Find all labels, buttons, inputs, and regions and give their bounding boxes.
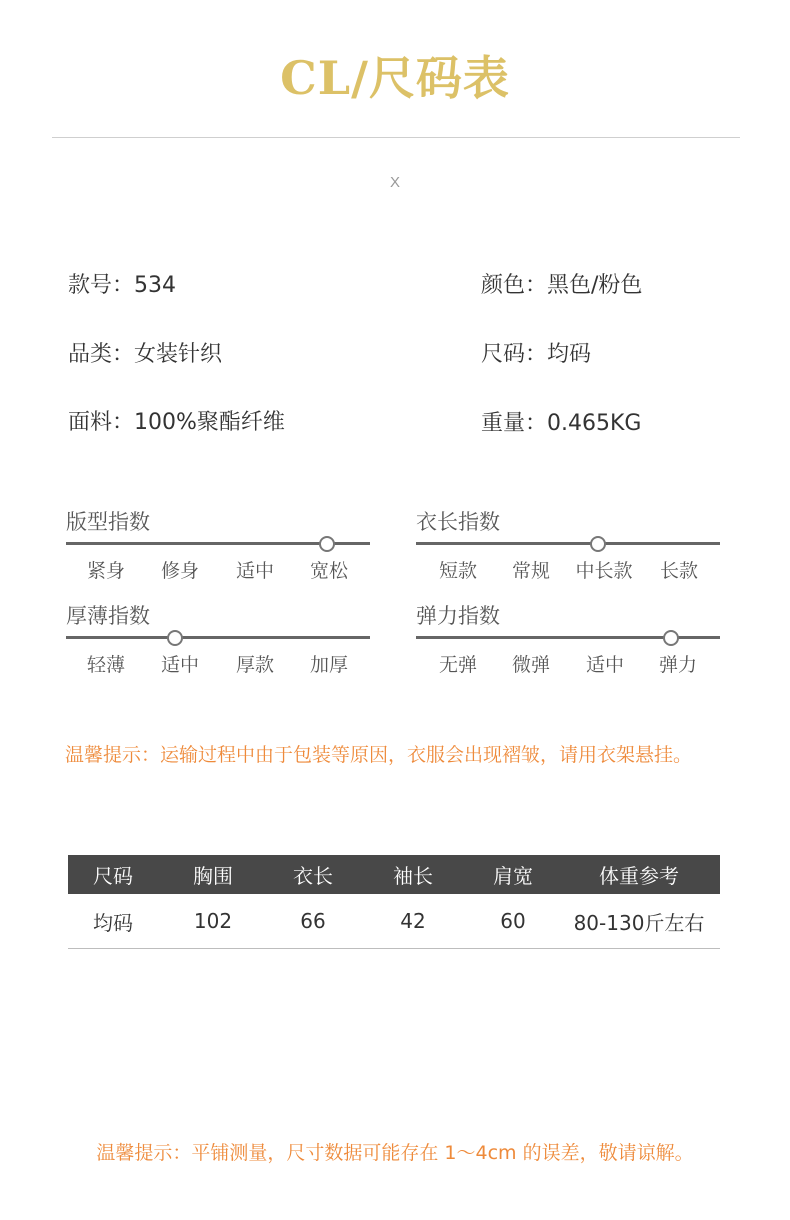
index-option: 长款 — [659, 560, 698, 582]
table-header-cell: 尺码 — [68, 855, 158, 894]
index-title: 衣长指数 — [416, 510, 500, 534]
info-weight: 重量：0.465KG — [481, 411, 642, 436]
index-options — [416, 556, 720, 582]
table-cell: 42 — [358, 894, 468, 949]
index-length — [416, 506, 720, 586]
index-option: 适中 — [235, 560, 274, 582]
table-cell: 60 — [468, 894, 558, 949]
info-color: 颜色：黑色/粉色 — [481, 273, 643, 298]
index-title: 版型指数 — [66, 510, 150, 534]
index-track — [416, 636, 720, 639]
table-header-row — [68, 855, 720, 894]
index-option: 无弹 — [438, 654, 477, 676]
index-knob — [167, 630, 183, 646]
table-header-cell: 胸围 — [158, 855, 268, 894]
table-cell: 66 — [268, 894, 358, 949]
index-knob — [590, 536, 606, 552]
index-knob — [663, 630, 679, 646]
index-options — [66, 556, 370, 582]
table-header-cell: 衣长 — [268, 855, 358, 894]
index-options — [66, 650, 370, 676]
index-option: 紧身 — [86, 560, 125, 582]
table-header-cell: 肩宽 — [468, 855, 558, 894]
table-header-cell: 体重参考 — [558, 855, 720, 894]
index-thickness — [66, 600, 370, 680]
index-title: 弹力指数 — [416, 604, 500, 628]
info-style-no: 款号：534 — [68, 273, 176, 298]
measurement-tip: 温馨提示：平铺测量，尺寸数据可能存在 1～4cm 的误差，敬请谅解。 — [96, 1142, 694, 1164]
table-cell: 均码 — [68, 894, 158, 949]
index-option: 适中 — [160, 654, 199, 676]
info-fabric: 面料：100%聚酯纤维 — [68, 410, 285, 435]
index-options — [416, 650, 720, 676]
index-option: 修身 — [160, 560, 199, 582]
table-cell: 80-130斤左右 — [558, 894, 720, 949]
info-size: 尺码：均码 — [481, 342, 592, 367]
table-row — [68, 894, 720, 949]
index-option: 厚款 — [235, 654, 274, 676]
page-title: CL/尺码表 — [280, 51, 510, 105]
index-option: 轻薄 — [86, 654, 125, 676]
title-divider — [52, 137, 740, 138]
index-option: 微弹 — [511, 654, 550, 676]
index-track — [66, 636, 370, 639]
index-option: 适中 — [585, 654, 624, 676]
index-fit — [66, 506, 370, 586]
size-table — [68, 855, 720, 949]
index-knob — [319, 536, 335, 552]
index-option: 弹力 — [658, 654, 697, 676]
index-track — [416, 542, 720, 545]
index-option: 中长款 — [575, 560, 633, 582]
table-header-cell: 袖长 — [358, 855, 468, 894]
index-option: 常规 — [511, 560, 550, 582]
info-category: 品类：女装针织 — [68, 342, 223, 367]
table-cell: 102 — [158, 894, 268, 949]
index-title: 厚薄指数 — [66, 604, 150, 628]
index-option: 短款 — [438, 560, 477, 582]
x-mark: X — [389, 174, 400, 191]
index-option: 宽松 — [309, 560, 348, 582]
index-option: 加厚 — [309, 654, 348, 676]
index-track — [66, 542, 370, 545]
index-elasticity — [416, 600, 720, 680]
shipping-tip: 温馨提示：运输过程中由于包装等原因，衣服会出现褶皱，请用衣架悬挂。 — [65, 744, 693, 766]
